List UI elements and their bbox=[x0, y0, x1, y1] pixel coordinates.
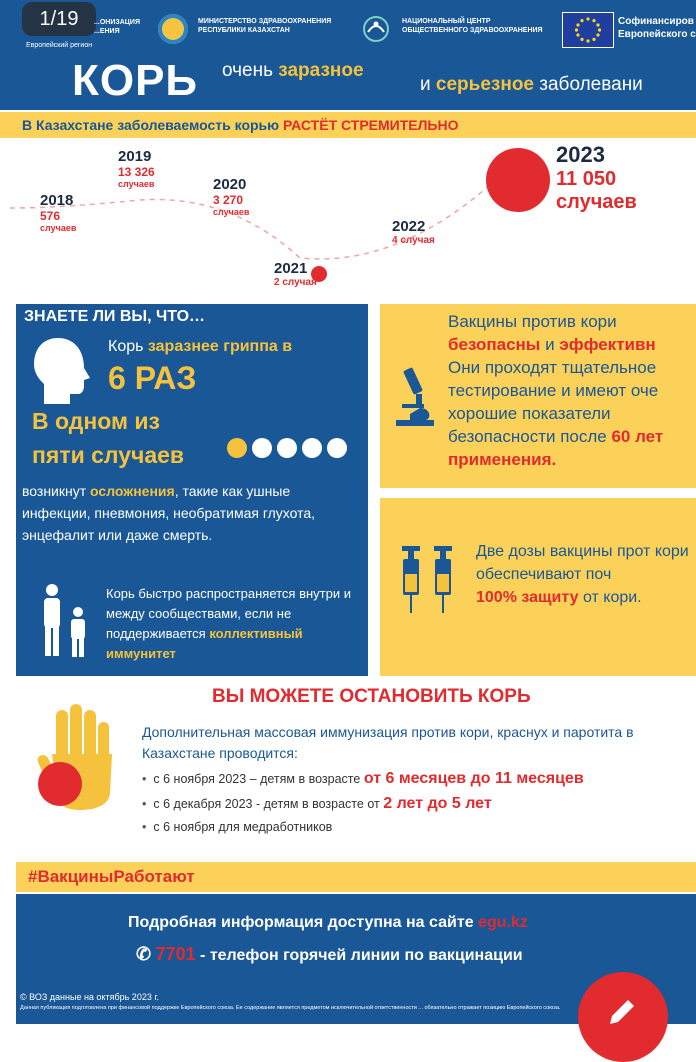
timeline-2021 bbox=[274, 260, 317, 288]
spread-highlight: коллективный иммунитет bbox=[106, 626, 303, 661]
title-disease: заболевани bbox=[539, 74, 643, 95]
ministry-line1: МИНИСТЕРСТВО ЗДРАВООХРАНЕНИЯ bbox=[198, 18, 332, 25]
ncph-line1: НАЦИОНАЛЬНЫЙ ЦЕНТР bbox=[402, 18, 491, 25]
phone-text: - телефон горячей линии по вакцинации bbox=[200, 947, 523, 964]
two-doses-tail: от кори. bbox=[582, 589, 642, 606]
talking-head-icon bbox=[30, 334, 94, 411]
footer-panel bbox=[16, 894, 696, 1024]
who-logo bbox=[26, 8, 140, 49]
complications-text bbox=[22, 480, 360, 546]
timeline-2023 bbox=[556, 142, 637, 214]
effective-highlight: эффективн bbox=[559, 335, 656, 354]
case-label: случаев bbox=[556, 191, 637, 213]
two-doses-line: Две дозы вакцины прот кори обеспечивают поч bbox=[476, 543, 689, 583]
pencil-icon bbox=[604, 994, 640, 1030]
case-count: 576 bbox=[40, 209, 61, 223]
dot-2023 bbox=[486, 148, 550, 212]
ncph-logo-icon bbox=[360, 14, 392, 44]
year-label: 2018 bbox=[40, 192, 74, 209]
case-count: 2 случая bbox=[274, 277, 317, 288]
phone-icon: ✆ bbox=[136, 944, 152, 964]
title-and: и bbox=[420, 74, 431, 95]
stop-hand-icon bbox=[32, 704, 122, 819]
timeline-2022 bbox=[392, 218, 435, 246]
title-line2 bbox=[420, 74, 643, 96]
incidence-banner bbox=[0, 112, 696, 138]
contagious-prefix: Корь bbox=[108, 338, 144, 355]
list-item: • с 6 ноября 2023 – детям в возрасте от 6 месяцев до 11 месяцев bbox=[142, 770, 696, 788]
timeline-2020 bbox=[213, 176, 249, 217]
years-highlight: 60 лет bbox=[611, 427, 664, 446]
year-label: 2019 bbox=[118, 148, 152, 165]
phone-line bbox=[136, 944, 523, 965]
case-label: случаев bbox=[40, 223, 77, 233]
page-counter-badge: 1/19 bbox=[22, 2, 96, 36]
ministry-line2: РЕСПУБЛИКИ КАЗАХСТАН bbox=[198, 27, 290, 34]
years-tail: применения. bbox=[448, 450, 557, 469]
timeline-2019 bbox=[118, 148, 155, 189]
year-label: 2023 bbox=[556, 142, 605, 167]
family-icon bbox=[36, 582, 96, 667]
title-line1 bbox=[222, 60, 364, 82]
case-label: случаев bbox=[213, 207, 250, 217]
year-label: 2021 bbox=[274, 260, 308, 277]
phone-number[interactable]: 7701 bbox=[155, 944, 196, 964]
case-label: случаев bbox=[118, 179, 155, 189]
five-dots-icon bbox=[222, 438, 347, 463]
complications-hl: осложнения bbox=[90, 483, 175, 499]
one-of-five-line: В одном из bbox=[32, 408, 160, 434]
title-serious: серьезное bbox=[435, 74, 534, 95]
spread-text bbox=[106, 584, 364, 664]
year-label: 2020 bbox=[213, 176, 247, 193]
who-region: Европейский регион bbox=[26, 42, 93, 49]
vaccine-safety-line1: Вакцины против кори bbox=[448, 312, 617, 331]
kazakhstan-emblem-icon bbox=[158, 14, 188, 44]
case-count: 4 случая bbox=[392, 235, 435, 246]
ncph-line2: ОБЩЕСТВЕННОГО ЗДРАВООХРАНЕНИЯ bbox=[402, 27, 543, 34]
list-item: • с 6 декабря 2023 - детям в возрасте от 2 лет до 5 лет bbox=[142, 795, 696, 813]
vaccine-safety-panel bbox=[380, 304, 696, 488]
complications-post: , такие как ушные инфекции, пневмония, необратимая глухота, энцефалит или даже смерть. bbox=[22, 483, 316, 543]
title-contagious: заразное bbox=[278, 60, 364, 81]
timeline-2018 bbox=[40, 192, 76, 233]
and-word: и bbox=[545, 335, 555, 354]
who-line2: ...ЕНИЯ bbox=[94, 28, 120, 35]
header-banner bbox=[0, 0, 696, 110]
who-line1: ...ОНИЗАЦИЯ bbox=[94, 19, 140, 26]
edit-fab-button[interactable] bbox=[578, 972, 668, 1062]
year-label: 2022 bbox=[392, 218, 426, 235]
did-you-know-panel bbox=[16, 304, 368, 676]
stop-heading: ВЫ МОЖЕТЕ ОСТАНОВИТЬ КОРЬ bbox=[212, 686, 531, 707]
microscope-icon bbox=[390, 364, 438, 433]
safe-highlight: безопасны bbox=[448, 335, 541, 354]
copyright-text: © ВОЗ данные на октябрь 2023 г. bbox=[20, 992, 160, 1002]
two-doses-text bbox=[476, 540, 696, 609]
case-count: 13 326 bbox=[118, 165, 155, 179]
six-times: 6 РАЗ bbox=[108, 360, 197, 396]
info-line bbox=[128, 914, 528, 932]
complications-pre: возникнут bbox=[22, 483, 87, 499]
vaccine-safety-text bbox=[448, 310, 696, 471]
site-link[interactable]: egu.kz bbox=[478, 914, 528, 931]
case-count: 3 270 bbox=[213, 193, 244, 207]
eu-line2: Европейского с bbox=[618, 29, 696, 40]
hashtag-bar bbox=[16, 862, 696, 892]
stop-list bbox=[142, 770, 696, 841]
contagious-line bbox=[108, 338, 292, 356]
two-doses-panel bbox=[380, 498, 696, 676]
banner-text: В Казахстане заболеваемость корью bbox=[22, 117, 280, 133]
info-text: Подробная информация доступна на сайте bbox=[128, 914, 474, 931]
vaccine-safety-body: Они проходят тщательное тестирование и имеют оче хорошие показатели безопасности после bbox=[448, 358, 659, 446]
spread-body: Корь быстро распространяется внутри и между сообществами, если не поддерживается bbox=[106, 586, 351, 641]
title-very: очень bbox=[222, 60, 274, 81]
list-item: • с 6 ноября для медработников bbox=[142, 820, 696, 834]
hashtag-text: #ВакциныРаботают bbox=[28, 867, 195, 886]
title-main: КОРЬ bbox=[72, 56, 199, 105]
syringe-icon bbox=[396, 546, 466, 621]
five-cases-line: пяти случаев bbox=[32, 442, 185, 468]
contagious-highlight: заразнее гриппа в bbox=[147, 338, 293, 355]
stop-intro: Дополнительная массовая иммунизация против кори, краснух и паротита в Казахстане проводится: bbox=[142, 724, 634, 761]
disclaimer-text: Данная публикация подготовлена при финансовой поддержке Европейского союза. Ее содержание является предметом исключительной ответственности ... обязательно отражает позицию Европейского союза. bbox=[20, 1005, 561, 1011]
did-you-know-heading: ЗНАЕТЕ ЛИ ВЫ, ЧТО… bbox=[24, 308, 206, 325]
banner-highlight: РАСТЁТ СТРЕМИТЕЛЬНО bbox=[283, 117, 459, 133]
incidence-timeline bbox=[0, 138, 696, 298]
two-doses-pct: 100% защиту bbox=[476, 589, 579, 606]
case-count: 11 050 bbox=[556, 168, 617, 190]
eu-flag-icon bbox=[562, 12, 614, 48]
eu-line1: Софинансиров bbox=[618, 16, 694, 27]
